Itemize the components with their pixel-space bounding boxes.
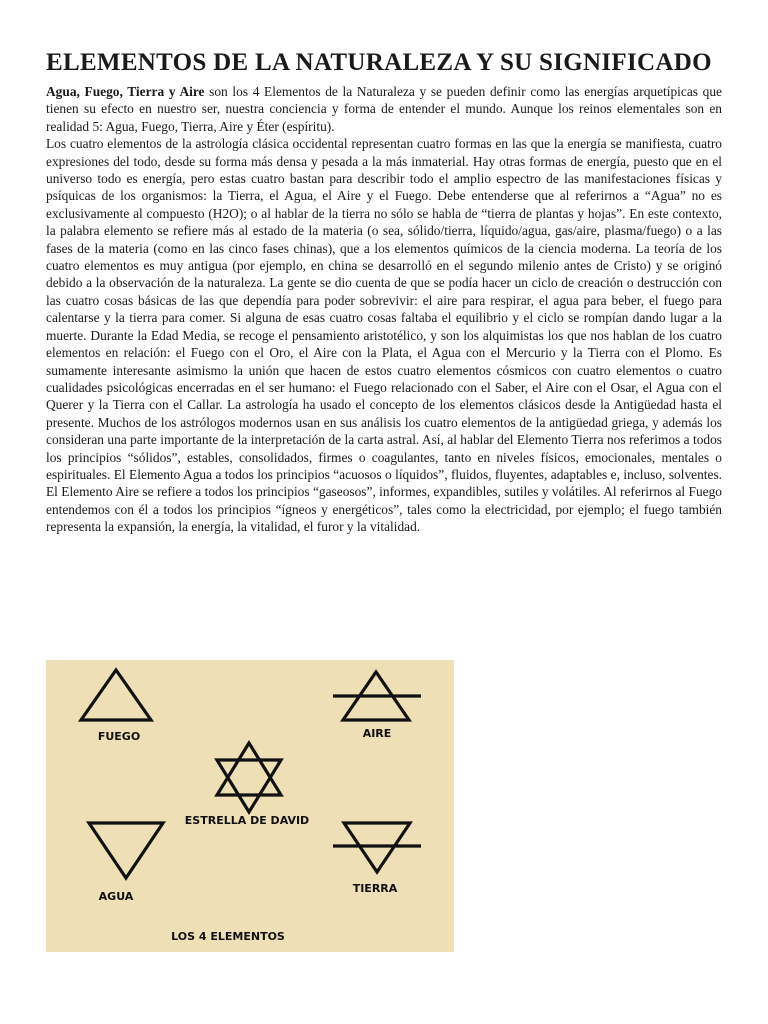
- air-label: AIRE: [362, 727, 392, 740]
- fire-label: FUEGO: [97, 730, 141, 743]
- earth-label: TIERRA: [352, 882, 398, 895]
- body-paragraph: Los cuatro elementos de la astrología clásica occidental representan cuatro formas en las que la energía se manifiesta, cuatro expresiones del todo, desde su forma más densa y pesada a la más inmaterial. Hay otras formas de energía, puesto que en el universo todo es energía, pero estas cuatro bastan para describir todo el amplio espectro de las manifestaciones físicas y psíquicas de los organismos: la Tierra, el Agua, el Aire y el Fuego. Debe entenderse que al referirnos a “Agua” no es exclusivamente al compuesto (H2O); o al hablar de la tierra no sólo se habla de “tierra de plantas y hojas”. En este contexto, la palabra elemento se refiere más al estado de la materia (o sea, sólido/tierra, líquido/agua, gas/aire, plasma/fuego) o a las fases de la materia (como en las cinco fases chinas), que a los elementos químicos de la ciencia moderna. La teoría de los cuatro elementos es muy antigua (por ejemplo, en china se desarrolló en el segundo milenio antes de Cristo) y se originó debido a la observación de la naturaleza. La gente se dio cuenta de que se podía hacer un ciclo de creación o destrucción con las cuatro cosas básicas de las que dependía para poder sobrevivir: el aire para respirar, el agua para beber, el fuego para calentarse y la tierra para comer. Si alguna de esas cuatro cosas faltaba el equilibrio y el ciclo se rompían dando lugar a la muerte. Durante la Edad Media, se recoge el pensamiento aristotélico, y son los alquimistas los que nos hablan de los cuatro elementos en relación: el Fuego con el Oro, el Aire con la Plata, el Agua con el Mercurio y la Tierra con el Plomo. Es sumamente interesante asimismo la unión que hacen de estos cuatro elementos cósmicos con cuatro elementos o cuatro cualidades psicológicas encerradas en el ser humano: el Fuego relacionado con el Saber, el Aire con el Osar, el Agua con el Querer y la Tierra con el Callar. La astrología ha usado el concepto de los elementos clásicos desde la Antigüedad hasta el presente. Muchos de los astrólogos modernos usan en sus análisis los cuatro elementos de la antigüedad griega, y además los consideran una parte importante de la interpretación de la carta astral. Así, al hablar del Elemento Tierra nos referimos a todos los principios “sólidos”, estables, consolidados, firmes o coagulantes, tanto en niveles físicos, emocionales, mentales o espirituales. El Elemento Agua a todos los principios “acuosos o líquidos”, fluidos, fluyentes, adaptables e, incluso, solventes. El Elemento Aire se refiere a todos los principios “gaseosos”, informes, expandibles, sutiles y volátiles. Al referirnos al Fuego entendemos con él a todos los principios “ígneos y energéticos”, tales como la electricidad, por ejemplo; el fuego también representa la expansión, la energía, la vitalidad, el furor y la vitalidad.: [46, 136, 722, 535]
- elements-symbols-diagram: [46, 660, 454, 952]
- figure-caption: LOS 4 ELEMENTOS: [171, 930, 285, 943]
- air-triangle-icon: [333, 672, 421, 720]
- elements-figure: [46, 660, 454, 952]
- earth-triangle-icon: [333, 823, 421, 872]
- water-label: AGUA: [98, 890, 134, 903]
- star-label: ESTRELLA DE DAVID: [184, 814, 310, 827]
- water-triangle-icon: [89, 823, 163, 878]
- star-of-david-icon: [217, 743, 281, 812]
- document-page: [46, 48, 722, 536]
- intro-paragraph: [46, 83, 722, 135]
- page-title: ELEMENTOS DE LA NATURALEZA Y SU SIGNIFICADO: [46, 49, 712, 76]
- intro-bold-elements: Agua, Fuego, Tierra y Aire: [46, 84, 205, 99]
- fire-triangle-icon: [81, 670, 151, 720]
- intro-text: son los 4 Elementos de la Naturaleza y se pueden definir como las energías arquetípicas que tienen su efecto en nuestro ser, nuestra conciencia y forma de entender el mundo. Aunque los reinos elementales son en realidad 5: Agua, Fuego, Tierra, Aire y Éter (espíritu).: [46, 84, 722, 134]
